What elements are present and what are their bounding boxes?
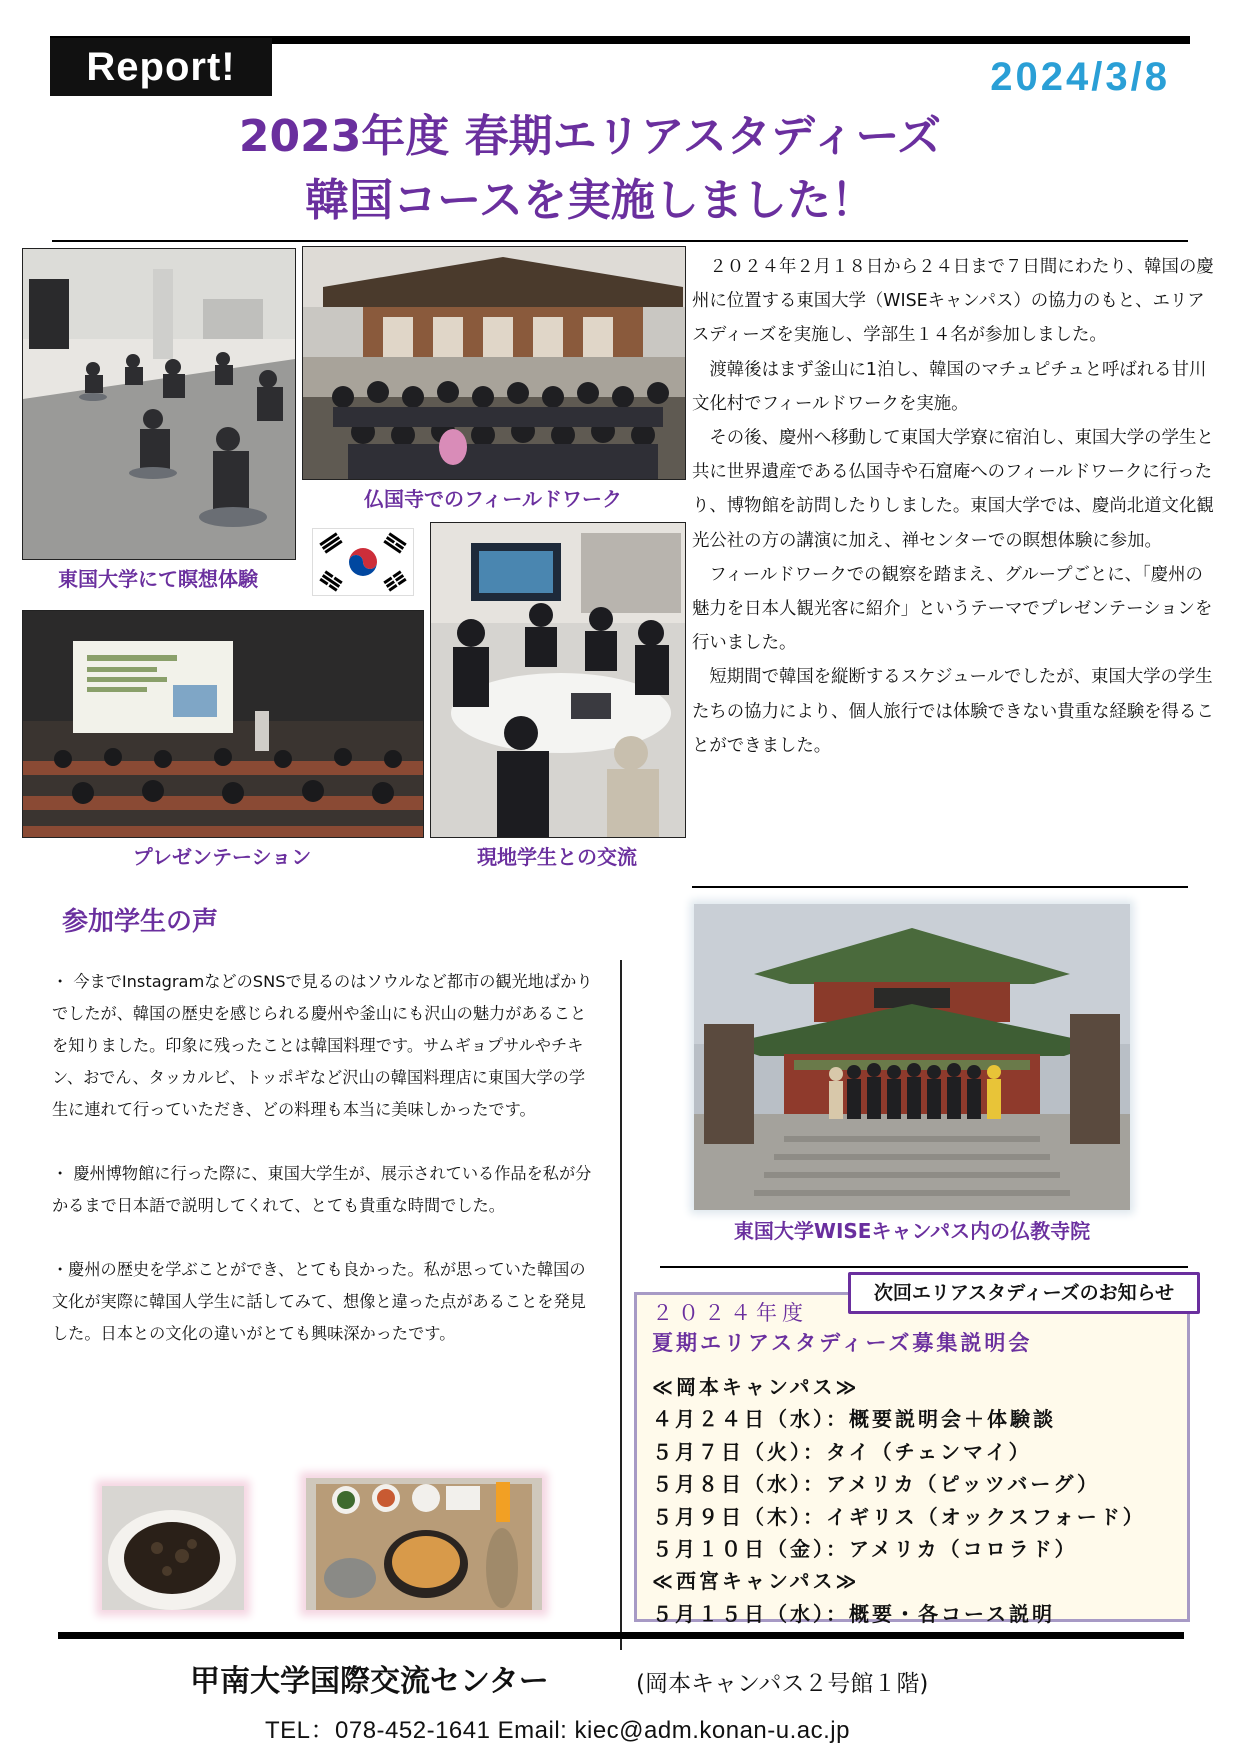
exchange-photo <box>430 522 686 838</box>
student-voice: ・ 今までInstagramなどのSNSで見るのはソウルなど都市の観光地ばかりでしたが、韓国の歴史を感じられる慶州や釜山にも沢山の魅力があることを知りました。印象に残ったことは韓国料理です。サムギョプサルやチキン、おでん、タッカルビ、トッポギなど沢山の韓国料理店に東国大学の学生に連れて行っていただき、どの料理も本当に美味しかったです。 <box>52 972 593 1119</box>
meditation-photo <box>22 248 296 560</box>
article-paragraph: 短期間で韓国を縦断するスケジュールでしたが、東国大学の学生たちの協力により、個人旅行では体験できない貴重な経験を得ることができました。 <box>692 667 1214 756</box>
student-voices-title: 参加学生の声 <box>62 907 219 937</box>
footer-location: (岡本キャンパス２号館１階) <box>636 1671 929 1697</box>
schedule-item: ５月７日（火）：タイ（チェンマイ） <box>652 1439 1032 1464</box>
page-title-line2: 韓国コースを実施しました！ <box>305 175 875 226</box>
title-rule <box>52 240 1188 242</box>
schedule-item: ５月１０日（金）：アメリカ（コロラド） <box>652 1537 1078 1562</box>
schedule-item: ５月９日（木）：イギリス（オックスフォード） <box>652 1504 1146 1529</box>
meditation-caption: 東国大学にて瞑想体験 <box>58 567 258 591</box>
footer-organization: 甲南大学国際交流センター <box>190 1664 549 1699</box>
report-badge: Report! <box>50 38 272 96</box>
schedule-item: ５月８日（水）：アメリカ（ピッツバーグ） <box>652 1472 1100 1497</box>
schedule-item: ４月２４日（水）：概要説明会＋体験談 <box>652 1407 1056 1432</box>
student-voice: ・ 慶州博物館に行った際に、東国大学生が、展示されている作品を私が分かるまで日本語で説明してくれて、とても貴重な時間でした。 <box>52 1164 592 1215</box>
bulguksa-photo <box>302 246 686 480</box>
article-paragraph: 渡韓後はまず釜山に1泊し、韓国のマチュピチュと呼ばれる甘川文化村でフィールドワークを実施。 <box>692 359 1207 414</box>
temple-caption: 東国大学WISEキャンパス内の仏教寺院 <box>733 1219 1091 1243</box>
column-divider <box>620 960 622 1650</box>
bulguksa-caption: 仏国寺でのフィールドワーク <box>364 487 622 511</box>
notice-tab: 次回エリアスタディーズのお知らせ <box>848 1272 1200 1314</box>
temple-photo <box>694 904 1130 1210</box>
footer-rule <box>58 1632 1184 1639</box>
student-voices <box>52 966 600 1382</box>
notice-heading: 夏期エリアスタディーズ募集説明会 <box>652 1331 1033 1355</box>
article-paragraph: フィールドワークでの観察を踏まえ、グループごとに、「慶州の魅力を日本人観光客に紹介」というテーマでプレゼンテーションを行いました。 <box>692 564 1213 654</box>
schedule-item: ≪西宮キャンパス≫ <box>652 1569 860 1594</box>
korean-meal-photo <box>306 1478 542 1610</box>
schedule-item: ≪岡本キャンパス≫ <box>652 1375 860 1399</box>
exchange-caption: 現地学生との交流 <box>477 845 637 869</box>
notice-year: ２０２４年度 <box>652 1301 808 1325</box>
korea-flag-icon <box>312 528 414 596</box>
notice-schedule <box>652 1371 1182 1630</box>
article-paragraph: ２０２４年２月１８日から２４日まで７日間にわたり、韓国の慶州に位置する東国大学（WISEキャンパス）の協力のもと、エリアスディーズを実施し、学部生１４名が参加しました。 <box>692 257 1214 346</box>
presentation-caption: プレゼンテーション <box>132 845 312 869</box>
student-voice: ・慶州の歴史を学ぶことができ、とても良かった。私が思っていた韓国の文化が実際に韓国人学生に話してみて、想像と違った点があることを発見した。日本との文化の違いがとても興味深かったです。 <box>52 1260 586 1343</box>
schedule-item: ５月１５日（水）：概要・各コース説明 <box>652 1601 1055 1626</box>
report-date: 2024/3/8 <box>990 55 1170 99</box>
report-article <box>692 250 1214 763</box>
notice-top-rule <box>660 1266 1188 1268</box>
article-rule <box>692 886 1188 888</box>
page-title-line1: 2023年度 春期エリアスタディーズ <box>238 111 942 162</box>
jajangmyeon-photo <box>102 1486 244 1610</box>
article-paragraph: その後、慶州へ移動して東国大学寮に宿泊し、東国大学の学生と共に世界遺産である仏国寺や石窟庵へのフィールドワークに行ったり、博物館を訪問したりしました。東国大学では、慶尚北道文化観光公社の方の講演に加え、禅センターでの瞑想体験に参加。 <box>692 428 1214 551</box>
footer-contact: TEL：078-452-1641 Email: kiec@adm.konan-u.ac.jp <box>265 1717 850 1744</box>
presentation-photo <box>22 610 424 838</box>
